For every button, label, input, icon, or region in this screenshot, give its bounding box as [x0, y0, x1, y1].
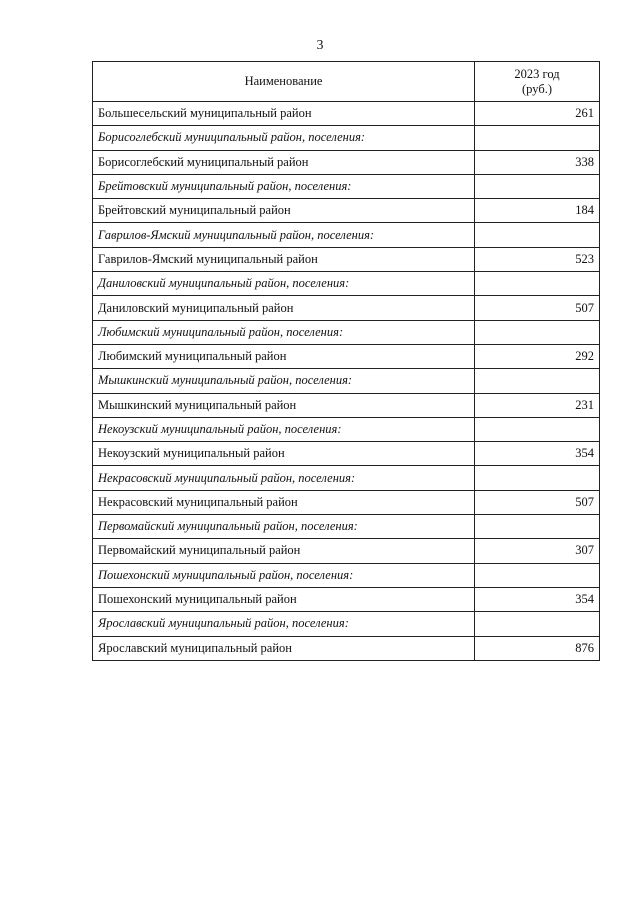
row-name-cell: Любимский муниципальный район: [93, 344, 475, 368]
table-row-subheader: [93, 369, 600, 393]
column-header-year-line1: 2023 год: [514, 66, 560, 81]
row-name-cell: Некрасовский муниципальный район, поселения:: [93, 466, 475, 490]
table-row-subheader: [93, 563, 600, 587]
row-value-cell: [475, 466, 600, 490]
row-name-cell: Мышкинский муниципальный район: [93, 393, 475, 417]
column-header-year-line2: (руб.): [522, 81, 552, 96]
table-row: [93, 296, 600, 320]
row-name-cell: Первомайский муниципальный район: [93, 539, 475, 563]
row-name-cell: Борисоглебский муниципальный район, поселения:: [93, 126, 475, 150]
row-name-cell: Большесельский муниципальный район: [93, 102, 475, 126]
table-row-subheader: [93, 126, 600, 150]
table-row: [93, 442, 600, 466]
table-row-subheader: [93, 174, 600, 198]
row-value-cell: [475, 223, 600, 247]
table-row-subheader: [93, 612, 600, 636]
row-name-cell: Любимский муниципальный район, поселения:: [93, 320, 475, 344]
table-row: [93, 636, 600, 660]
table-row: [93, 150, 600, 174]
row-value-cell: 507: [475, 490, 600, 514]
table-body: [93, 102, 600, 661]
row-name-cell: Некоузский муниципальный район, поселения:: [93, 417, 475, 441]
table-row: [93, 102, 600, 126]
row-name-cell: Гаврилов-Ямский муниципальный район: [93, 247, 475, 271]
row-name-cell: Некрасовский муниципальный район: [93, 490, 475, 514]
row-value-cell: [475, 320, 600, 344]
row-value-cell: 261: [475, 102, 600, 126]
column-header-name: Наименование: [93, 62, 475, 102]
row-value-cell: 354: [475, 587, 600, 611]
table-row: [93, 199, 600, 223]
row-value-cell: [475, 515, 600, 539]
row-value-cell: 876: [475, 636, 600, 660]
table-row: [93, 539, 600, 563]
row-value-cell: 338: [475, 150, 600, 174]
row-value-cell: 231: [475, 393, 600, 417]
table-row: [93, 393, 600, 417]
row-value-cell: [475, 563, 600, 587]
table-row: [93, 490, 600, 514]
table-row-subheader: [93, 515, 600, 539]
row-name-cell: Гаврилов-Ямский муниципальный район, поселения:: [93, 223, 475, 247]
table-row-subheader: [93, 466, 600, 490]
table-row: [93, 247, 600, 271]
row-value-cell: [475, 174, 600, 198]
table-row-subheader: [93, 417, 600, 441]
row-name-cell: Даниловский муниципальный район, поселения:: [93, 272, 475, 296]
row-value-cell: [475, 369, 600, 393]
row-name-cell: Некоузский муниципальный район: [93, 442, 475, 466]
row-value-cell: 292: [475, 344, 600, 368]
row-name-cell: Брейтовский муниципальный район: [93, 199, 475, 223]
row-value-cell: [475, 417, 600, 441]
table-row-subheader: [93, 320, 600, 344]
table-row: [93, 344, 600, 368]
row-name-cell: Первомайский муниципальный район, поселения:: [93, 515, 475, 539]
row-name-cell: Пошехонский муниципальный район: [93, 587, 475, 611]
row-value-cell: [475, 612, 600, 636]
table-header-row: [93, 62, 600, 102]
row-name-cell: Брейтовский муниципальный район, поселения:: [93, 174, 475, 198]
table-row-subheader: [93, 272, 600, 296]
page-number: 3: [316, 38, 324, 53]
row-value-cell: 184: [475, 199, 600, 223]
table-row: [93, 587, 600, 611]
row-value-cell: 354: [475, 442, 600, 466]
row-value-cell: [475, 272, 600, 296]
row-value-cell: 307: [475, 539, 600, 563]
budget-table: [92, 61, 600, 661]
row-name-cell: Ярославский муниципальный район: [93, 636, 475, 660]
column-header-year: [475, 62, 600, 102]
row-name-cell: Мышкинский муниципальный район, поселения:: [93, 369, 475, 393]
row-name-cell: Пошехонский муниципальный район, поселения:: [93, 563, 475, 587]
row-value-cell: 507: [475, 296, 600, 320]
row-name-cell: Даниловский муниципальный район: [93, 296, 475, 320]
table-row-subheader: [93, 223, 600, 247]
row-value-cell: 523: [475, 247, 600, 271]
row-value-cell: [475, 126, 600, 150]
row-name-cell: Ярославский муниципальный район, поселения:: [93, 612, 475, 636]
row-name-cell: Борисоглебский муниципальный район: [93, 150, 475, 174]
